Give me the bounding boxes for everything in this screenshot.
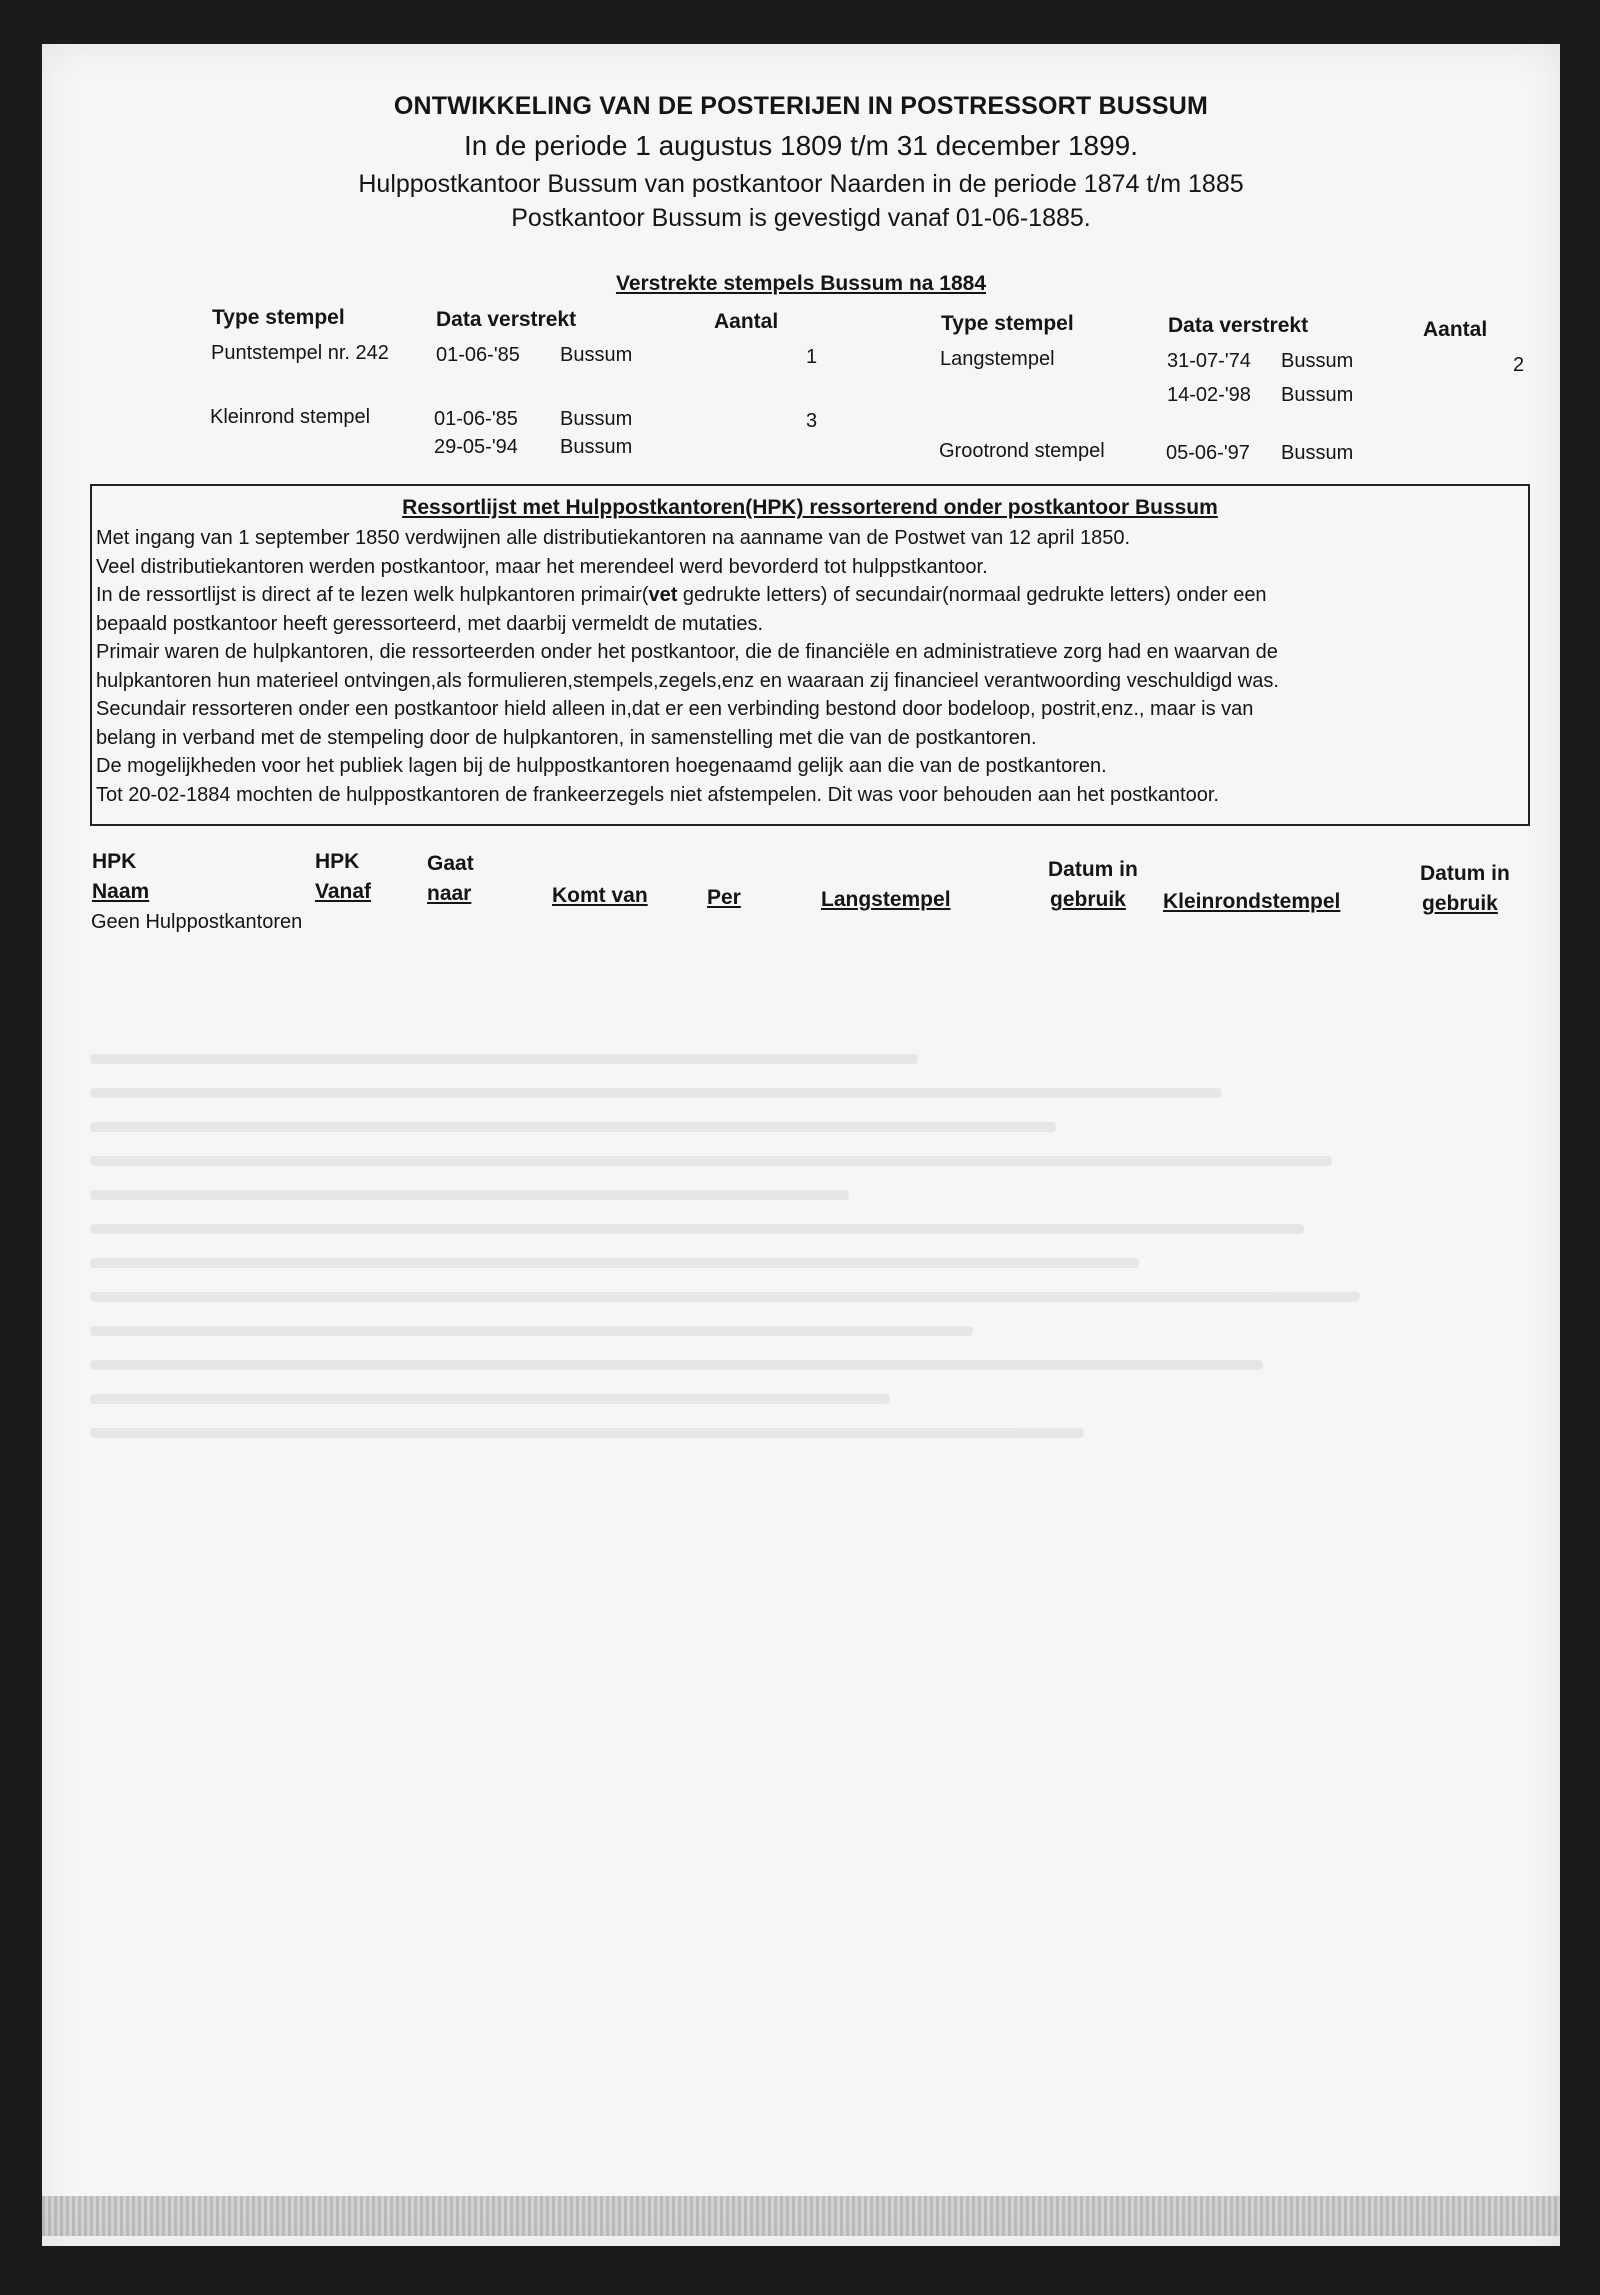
- left-data-header: Data verstrekt: [436, 308, 577, 331]
- hpk-col2-top: HPK: [315, 850, 360, 873]
- right-row1-type: Langstempel: [940, 348, 1055, 370]
- hpk-col4: Komt van: [552, 884, 648, 907]
- left-row3-date: 29-05-'94: [434, 436, 518, 458]
- hpk-col7-top: Datum in: [1048, 858, 1138, 881]
- right-row3-date: 05-06-'97: [1166, 442, 1250, 464]
- left-row3-place: Bussum: [560, 436, 633, 458]
- hpk-col5: Per: [707, 886, 741, 909]
- page-title: ONTWIKKELING VAN DE POSTERIJEN IN POSTRESSORT BUSSUM: [393, 92, 1209, 120]
- left-row1-place: Bussum: [560, 344, 633, 366]
- right-row1-date: 31-07-'74: [1167, 350, 1251, 372]
- ressort-line: belang in verband met de stempeling door de hulpkantoren, in samenstelling met die van de postkantoren.: [96, 726, 1037, 749]
- left-row1-type: Puntstempel nr. 242: [211, 342, 389, 364]
- right-row2-place: Bussum: [1281, 384, 1354, 406]
- ressortlijst-box: [90, 484, 1530, 826]
- ressort-line: De mogelijkheden voor het publiek lagen bij de hulppostkantoren hoegenaamd gelijk aan die van de postkantoren.: [96, 755, 1107, 777]
- left-row2-type: Kleinrond stempel: [210, 406, 371, 428]
- hpk-col1-bottom: Naam: [92, 880, 150, 903]
- hpk-col9-bottom: gebruik: [1422, 892, 1498, 915]
- right-row3-place: Bussum: [1281, 442, 1354, 464]
- left-row1-count: 1: [806, 346, 818, 368]
- hpk-col3-bottom: naar: [427, 882, 472, 905]
- hpk-empty-note: Geen Hulppostkantoren: [91, 911, 303, 933]
- stamps-section-title: Verstrekte stempels Bussum na 1884: [615, 272, 987, 295]
- ressortlijst-text: [96, 524, 1526, 809]
- ressortlijst-title: Ressortlijst met Hulppostkantoren(HPK) ressorterend onder postkantoor Bussum: [402, 496, 1218, 519]
- ressort-line: Met ingang van 1 september 1850 verdwijnen alle distributiekantoren na aanname van de Postwet van 12 april 1850.: [96, 527, 1130, 549]
- ressort-line: Veel distributiekantoren werden postkantoor, maar het merendeel werd bevorderd tot hulppstkantoor.: [96, 555, 988, 578]
- ressort-line: [96, 581, 1526, 610]
- right-row1-place: Bussum: [1281, 350, 1354, 372]
- ressort-line-part: In de ressortlijst is direct af te lezen welk hulpkantoren primair(: [96, 584, 649, 606]
- right-data-header: Data verstrekt: [1168, 314, 1309, 337]
- right-aantal-header: Aantal: [1423, 318, 1488, 341]
- left-aantal-header: Aantal: [714, 310, 779, 333]
- sheet-edge: [42, 2196, 1560, 2236]
- ressort-line: hulpkantoren hun materieel ontvingen,als formulieren,stempels,zegels,enz en waaraan zij financieel verantwoording veschuldigd was.: [96, 669, 1279, 692]
- ressort-vet-word: vet: [648, 584, 678, 606]
- gevestigd-subtitle: Postkantoor Bussum is gevestigd vanaf 01-06-1885.: [511, 204, 1091, 232]
- hpk-col7-bottom: gebruik: [1050, 888, 1126, 911]
- ressort-line: bepaald postkantoor heeft geressorteerd, met daarbij vermeldt de mutaties.: [96, 612, 764, 635]
- ressort-line: Primair waren de hulpkantoren, die ressorteerden onder het postkantoor, die de financiële en administratieve zorg had en waarvan de: [96, 641, 1278, 663]
- ressort-line: Tot 20-02-1884 mochten de hulppostkantoren de frankeerzegels niet afstempelen. Dit was voor behouden aan het postkantoor.: [96, 783, 1219, 806]
- hpk-col8: Kleinrondstempel: [1163, 890, 1341, 913]
- left-row2-date: 01-06-'85: [434, 408, 518, 430]
- left-type-header: Type stempel: [212, 306, 345, 329]
- hpk-col9-top: Datum in: [1420, 862, 1510, 885]
- bleed-through-texture: [90, 1030, 1470, 2180]
- right-type-header: Type stempel: [941, 312, 1074, 335]
- right-row2-date: 14-02-'98: [1167, 384, 1251, 406]
- hpk-col2-bottom: Vanaf: [315, 880, 372, 903]
- right-row1-count: 2: [1513, 354, 1525, 376]
- ressort-line: Secundair ressorteren onder een postkantoor hield alleen in,dat er een verbinding bestond door bodeloop, postrit,enz., maar is van: [96, 698, 1254, 720]
- hpk-col1-top: HPK: [92, 850, 137, 873]
- left-row1-date: 01-06-'85: [436, 344, 520, 366]
- hpk-col6: Langstempel: [821, 888, 951, 911]
- hpk-col3-top: Gaat: [427, 852, 474, 875]
- hulppostkantoor-subtitle: Hulppostkantoor Bussum van postkantoor Naarden in de periode 1874 t/m 1885: [358, 170, 1244, 198]
- period-subtitle: In de periode 1 augustus 1809 t/m 31 december 1899.: [463, 130, 1139, 161]
- right-row3-type: Grootrond stempel: [939, 440, 1105, 462]
- left-row2-count: 3: [806, 410, 818, 432]
- ressort-line-part: gedrukte letters) of secundair(normaal gedrukte letters) onder een: [677, 584, 1267, 606]
- left-row2-place: Bussum: [560, 408, 633, 430]
